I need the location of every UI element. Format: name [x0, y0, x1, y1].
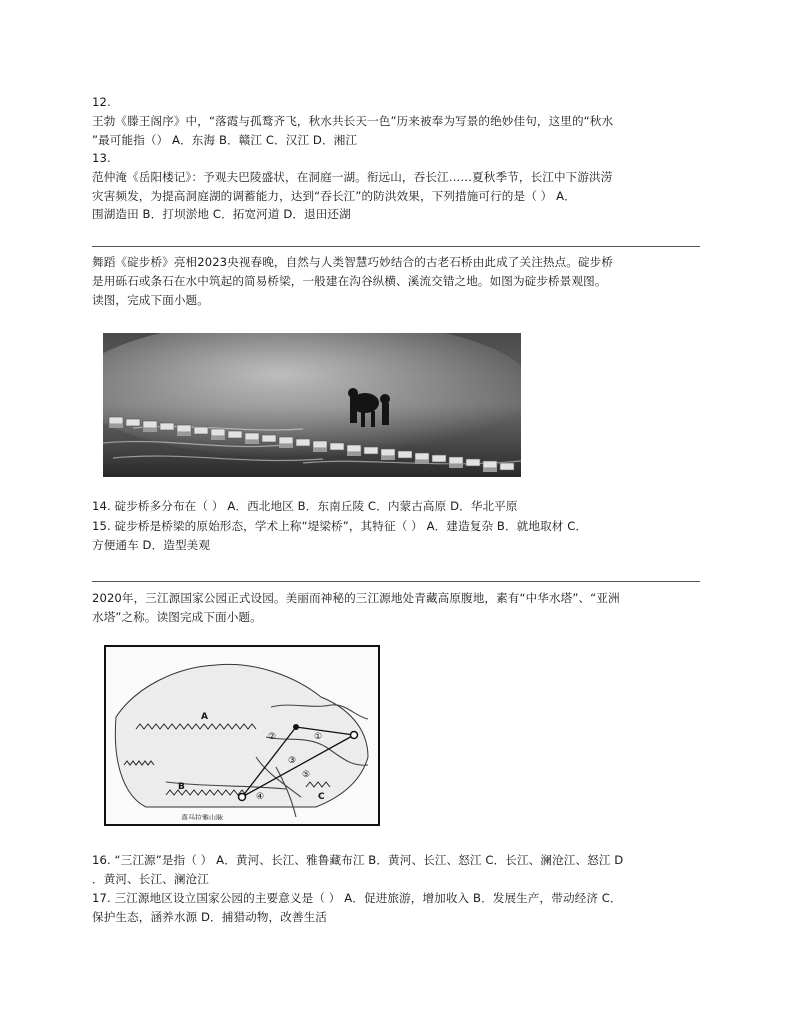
question-16 — [92, 851, 702, 889]
question-text-line: 17. 三江源地区设立国家公园的主要意义是（ ） A．促进旅游，增加收入 B．发展生产，带动经济 C． — [92, 891, 622, 905]
question-number: 13. — [92, 151, 111, 165]
dingbu-bridge-photo — [103, 333, 521, 477]
map-label: B — [178, 782, 185, 792]
map-label: ② — [268, 732, 277, 742]
passage-text-line: 水塔”之称。读图完成下面小题。 — [92, 609, 262, 624]
map-label: ⑤ — [302, 770, 311, 780]
map-label: ④ — [256, 792, 265, 802]
map-label: A — [201, 712, 208, 722]
sanjiangyuan-map — [104, 645, 380, 826]
section-divider — [92, 581, 700, 582]
question-12 — [92, 93, 702, 149]
map-label: C — [318, 792, 325, 802]
map-label: ③ — [288, 756, 297, 766]
question-text-line: 范仲淹《岳阳楼记》：予观夫巴陵盛状，在洞庭一湖。衔远山，吞长江……夏秋季节，长江中下游洪涝 — [92, 169, 613, 184]
question-text-line: 王勃《滕王阁序》中，“落霞与孤鹜齐飞，秋水共长天一色”历来被奉为写景的绝妙佳句，这里的“秋水 — [92, 113, 614, 128]
question-text-line: 保护生态，涵养水源 D．捕猎动物，改善生活 — [92, 909, 327, 924]
question-13 — [92, 149, 702, 224]
question-14 — [92, 497, 702, 516]
map-label: ① — [314, 732, 323, 742]
question-17 — [92, 889, 702, 927]
passage-dingbu-bridge — [92, 253, 702, 309]
passage-text-line: 舞蹈《碇步桥》亮相2023央视春晚，自然与人类智慧巧妙结合的古老石桥由此成了关注热点。碇步桥 — [92, 255, 614, 269]
question-number: 12. — [92, 95, 111, 109]
passage-sanjiangyuan — [92, 589, 702, 627]
question-text-line: 15. 碇步桥是桥梁的原始形态，学术上称“堤梁桥”，其特征（ ） A．建造复杂 B．就地取材 C． — [92, 519, 588, 533]
question-text-line: 16. “三江源”是指（ ） A．黄河、长江、雅鲁藏布江 B．黄河、长江、怒江 C．长江、澜沧江、怒江 D — [92, 853, 624, 867]
question-text-line: 灾害频发，为提高洞庭湖的调蓄能力，达到“吞长江”的防洪效果，下列措施可行的是（ ） A． — [92, 188, 576, 203]
question-text-line: ”最可能指（） A．东海 B．赣江 C．汉江 D．湘江 — [92, 132, 358, 147]
map-label: 喜马拉雅山脉 — [181, 814, 223, 820]
section-divider — [92, 246, 700, 247]
passage-text-line: 读图，完成下面小题。 — [92, 292, 209, 307]
question-text-line: 14. 碇步桥多分布在（ ） A．西北地区 B．东南丘陵 C．内蒙古高原 D．华北平原 — [92, 499, 518, 513]
question-text-line: 方便通车 D．造型美观 — [92, 537, 211, 552]
question-text-line: ．黄河、长江、澜沧江 — [92, 871, 209, 886]
question-15 — [92, 517, 702, 555]
passage-text-line: 是用砾石或条石在水中筑起的简易桥梁，一般建在沟谷纵横、溪流交错之地。如图为碇步桥景观图。 — [92, 273, 607, 288]
question-text-line: 围湖造田 B．打坝淤地 C．拓宽河道 D．退田还湖 — [92, 207, 351, 222]
passage-text-line: 2020年，三江源国家公园正式设园。美丽而神秘的三江源地处青藏高原腹地，素有“中华水塔”、“亚洲 — [92, 591, 620, 605]
